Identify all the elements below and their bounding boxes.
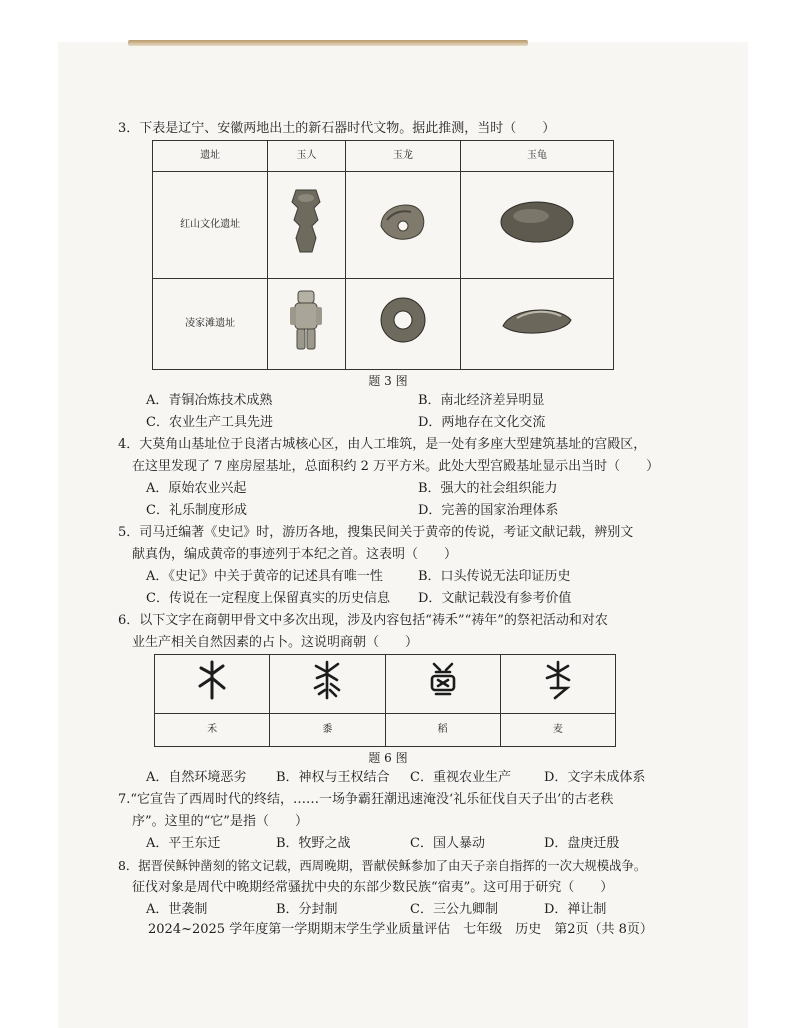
question-8-line-1: 8．据晋侯稣钟凿刻的铭文记载，西周晚期，晋献侯稣参加了由天子亲自指挥的一次大规模战争。 — [118, 858, 647, 873]
question-7-line-2: 序”。这里的“它”是指（ ） — [132, 814, 308, 829]
q3-option-b[interactable]: B．南北经济差异明显 — [418, 393, 545, 408]
header-jade-dragon: 玉龙 — [345, 141, 460, 172]
question-5-line-2: 献真伪，编成黄帝的事迹列于本纪之首。这表明（ ） — [132, 547, 458, 562]
paper-top-edge — [128, 40, 528, 46]
question-3 — [118, 118, 658, 434]
q6-option-d[interactable]: D．文字未成体系 — [544, 770, 646, 785]
glyph-name-mai: 麦 — [500, 714, 615, 747]
q7-option-c[interactable]: C．国人暴动 — [410, 836, 485, 851]
question-7 — [118, 789, 658, 855]
q5-option-c[interactable]: C．传说在一定程度上保留真实的历史信息 — [146, 591, 390, 606]
q4-option-b[interactable]: B．强大的社会组织能力 — [418, 481, 558, 496]
oracle-glyph-mai — [500, 655, 615, 714]
glyph-name-shu: 黍 — [270, 714, 385, 747]
row-hongshan: 红山文化遗址 — [153, 172, 268, 279]
q4-option-a[interactable]: A．原始农业兴起 — [146, 481, 247, 496]
page-footer: 2024~2025 学年度第一学期期末学生学业质量评估 七年级 历史 第2页（共 8页） — [148, 922, 653, 937]
q5-option-b[interactable]: B．口头传说无法印证历史 — [418, 569, 571, 584]
header-site: 遗址 — [153, 141, 268, 172]
question-8 — [118, 855, 658, 921]
hongshan-jade-dragon-image — [345, 172, 460, 279]
question-4 — [118, 434, 658, 522]
q7-option-a[interactable]: A．平王东迁 — [146, 836, 221, 851]
q6-option-b[interactable]: B．神权与王权结合 — [276, 770, 390, 785]
lingjiatan-jade-dragon-image — [345, 279, 460, 370]
question-8-line-2: 征伐对象是周代中晚期经常骚扰中央的东部少数民族“宿夷”。这可用于研究（ ） — [132, 880, 614, 895]
question-3-caption: 题 3 图 — [368, 374, 408, 388]
q6-option-c[interactable]: C．重视农业生产 — [410, 770, 511, 785]
oracle-glyph-shu — [270, 655, 385, 714]
oracle-glyph-dao — [385, 655, 500, 714]
question-4-line-1: 4．大莫角山基址位于良渚古城核心区，由人工堆筑，是一处有多座大型建筑基址的宫殿区， — [118, 437, 647, 452]
question-5 — [118, 522, 658, 610]
exam-content — [118, 118, 658, 921]
question-7-line-1: 7.“它宣告了西周时代的终结，……一场争霸狂潮迅速淹没‘礼乐征伐自天子出’的古老秩 — [118, 792, 614, 807]
question-6 — [118, 610, 658, 789]
q7-option-d[interactable]: D．盘庚迁殷 — [544, 836, 620, 851]
hongshan-jade-turtle-image — [460, 172, 613, 279]
question-3-table — [152, 140, 614, 370]
question-3-stem: 3．下表是辽宁、安徽两地出土的新石器时代文物。据此推测，当时（ ） — [118, 121, 556, 136]
glyph-name-dao: 稻 — [385, 714, 500, 747]
lingjiatan-jade-turtle-image — [460, 279, 613, 370]
q8-option-a[interactable]: A．世袭制 — [146, 902, 208, 917]
header-jade-figure: 玉人 — [268, 141, 345, 172]
q8-option-c[interactable]: C．三公九卿制 — [410, 902, 498, 917]
question-6-options — [118, 767, 658, 789]
q8-option-b[interactable]: B．分封制 — [276, 902, 338, 917]
lingjiatan-jade-figure-image — [268, 279, 345, 370]
question-5-line-1: 5．司马迁编著《史记》时，游历各地，搜集民间关于黄帝的传说，考证文献记载，辨别文 — [118, 525, 634, 540]
hongshan-jade-figure-image — [268, 172, 345, 279]
question-3-options — [118, 390, 658, 434]
question-6-caption: 题 6 图 — [368, 751, 408, 765]
q3-option-d[interactable]: D．两地存在文化交流 — [418, 415, 546, 430]
row-lingjiatan: 凌家滩遗址 — [153, 279, 268, 370]
q3-option-c[interactable]: C．农业生产工具先进 — [146, 415, 273, 430]
q5-option-d[interactable]: D．文献记载没有参考价值 — [418, 591, 572, 606]
glyph-name-he: 禾 — [155, 714, 270, 747]
question-6-table — [154, 654, 616, 747]
question-7-options — [118, 833, 658, 855]
question-5-options — [118, 566, 658, 610]
q4-option-c[interactable]: C．礼乐制度形成 — [146, 503, 247, 518]
q7-option-b[interactable]: B．牧野之战 — [276, 836, 351, 851]
q8-option-d[interactable]: D．禅让制 — [544, 902, 607, 917]
header-jade-turtle: 玉龟 — [460, 141, 613, 172]
q5-option-a[interactable]: A．《史记》中关于黄帝的记述具有唯一性 — [146, 569, 383, 584]
question-4-options — [118, 478, 658, 522]
q3-option-a[interactable]: A．青铜冶炼技术成熟 — [146, 393, 273, 408]
oracle-glyph-he — [155, 655, 270, 714]
q6-option-a[interactable]: A．自然环境恶劣 — [146, 770, 247, 785]
question-4-line-2: 在这里发现了 7 座房屋基址，总面积约 2 万平方米。此处大型宫殿基址显示出当时（ ） — [132, 459, 660, 474]
q4-option-d[interactable]: D．完善的国家治理体系 — [418, 503, 559, 518]
question-6-line-1: 6．以下文字在商朝甲骨文中多次出现，涉及内容包括“祷禾”“祷年”的祭祀活动和对农 — [118, 613, 608, 628]
question-6-line-2: 业生产相关自然因素的占卜。这说明商朝（ ） — [132, 635, 419, 650]
